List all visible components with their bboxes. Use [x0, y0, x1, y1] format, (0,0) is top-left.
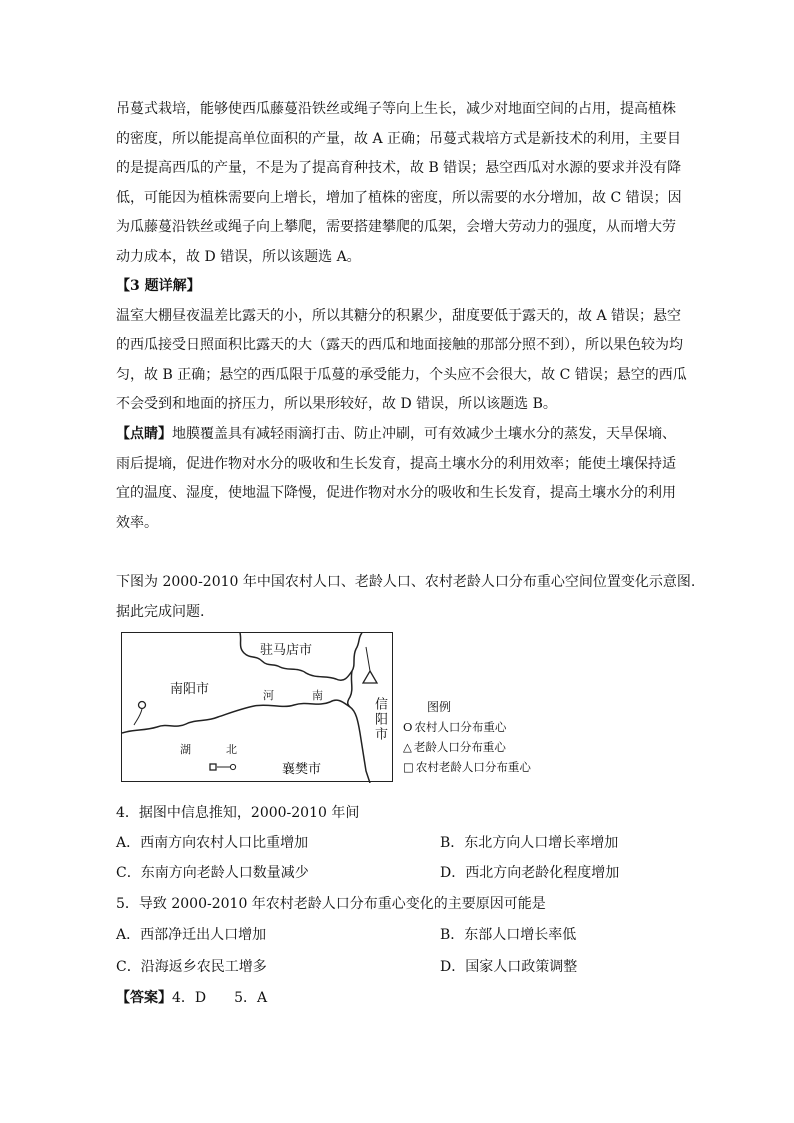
- question-5-stem: 5．导致 2000-2010 年农村老龄人口分布重心变化的主要原因可能是: [116, 896, 546, 912]
- question-5-option-d[interactable]: D．国家人口政策调整: [440, 959, 578, 975]
- elderly-center-marker: [363, 671, 377, 683]
- question-5-option-c[interactable]: C．沿海返乡农民工增多: [116, 959, 267, 975]
- label-bei: 北: [226, 743, 237, 756]
- section-heading: 【3 题详解】: [116, 278, 201, 294]
- text-line: 的密度，所以能提高单位面积的产量，故 A 正确；吊蔓式栽培方式是新技术的利用，主要目: [116, 130, 682, 147]
- answer-text: 4．D 5．A: [172, 990, 268, 1006]
- elderly-center-track: [366, 647, 370, 671]
- text-line: 低，可能因为植株需要向上增长，增加了植株的密度，所以需要的水分增加，故 C 错误；因: [116, 189, 682, 206]
- text-line: 下图为 2000-2010 年中国农村人口、老龄人口、农村老龄人口分布重心空间位置变化示意图.: [116, 574, 696, 590]
- text-line: 的是提高西瓜的产量，不是为了提高育种技术，故 B 错误；悬空西瓜对水源的要求并没有降: [116, 160, 682, 177]
- legend-label: 老龄人口分布重心: [413, 740, 506, 754]
- map-figure: [121, 632, 393, 782]
- legend-title: 图例: [427, 700, 452, 714]
- legend-item-rural: [403, 717, 531, 737]
- text-line: 动力成本，故 D 错误，所以该题选 A。: [116, 248, 361, 265]
- triangle-icon: △: [403, 740, 412, 754]
- label-xinyang: 信阳市: [372, 697, 387, 742]
- tip-text: 地膜覆盖具有减轻雨滴打击、防止冲刷，可有效减少土壤水分的蒸发，天旱保墒、: [172, 426, 676, 442]
- text-line: 为瓜藤蔓沿铁丝或绳子向上攀爬，需要搭建攀爬的瓜架，会增大劳动力的强度，从而增大劳: [116, 219, 676, 236]
- question-4-option-a[interactable]: A．西南方向农村人口比重增加: [116, 835, 309, 851]
- map-legend: [403, 697, 531, 777]
- text-line: [116, 420, 678, 450]
- rural-elderly-origin: [230, 764, 235, 769]
- label-zhumadian: 驻马店市: [260, 643, 313, 658]
- circle-icon: O: [403, 720, 413, 734]
- question-4-option-d[interactable]: D．西北方向老龄化程度增加: [440, 865, 620, 881]
- question-4-option-c[interactable]: C．东南方向老龄人口数量减少: [116, 865, 309, 881]
- question-5-option-b[interactable]: B．东部人口增长率低: [440, 927, 577, 943]
- label-xiangfan: 襄樊市: [282, 762, 322, 777]
- tip-paragraph: [116, 420, 678, 538]
- question-5-option-a[interactable]: A．西部净迁出人口增加: [116, 927, 267, 943]
- explanation-q3: [116, 272, 687, 420]
- text-line: 雨后提墒，促进作物对水分的吸收和生长发育，提高土壤水分的利用效率；能使土壤保持适: [116, 455, 676, 472]
- map-borders: [122, 633, 394, 783]
- legend-label: 农村人口分布重心: [414, 720, 507, 734]
- rural-elderly-center-marker: [210, 764, 216, 770]
- answer-line: [116, 987, 267, 1007]
- text-line: 吊蔓式栽培，能够使西瓜藤蔓沿铁丝或绳子等向上生长，减少对地面空间的占用，提高植株: [116, 101, 676, 117]
- rural-center-track: [134, 709, 142, 725]
- label-he: 河: [263, 689, 274, 702]
- label-nanyang: 南阳市: [170, 682, 210, 697]
- text-line: 宜的温度、湿度，使地温下降慢，促进作物对水分的吸收和生长发育，提高土壤水分的利用: [116, 485, 676, 502]
- question-4-stem: 4．据图中信息推知，2000-2010 年间: [116, 805, 360, 821]
- legend-label: 农村老龄人口分布重心: [415, 760, 531, 774]
- rural-center-marker: [139, 702, 146, 709]
- label-nan: 南: [312, 689, 323, 702]
- legend-item-elderly: [403, 737, 531, 757]
- text-line: 不会受到和地面的挤压力，所以果形较好，故 D 错误，所以该题选 B。: [116, 396, 557, 413]
- text-line: 据此完成问题.: [116, 603, 205, 620]
- text-line: 效率。: [116, 514, 158, 531]
- province-boundary: [122, 700, 370, 783]
- text-line: 的西瓜接受日照面积比露天的大（露天的西瓜和地面接触的那部分照不到），所以果色较为均: [116, 337, 683, 354]
- map-intro: [116, 568, 696, 627]
- answer-label: 【答案】: [116, 990, 172, 1006]
- square-icon: □: [403, 760, 414, 774]
- label-hu: 湖: [180, 743, 191, 756]
- text-line: 匀，故 B 正确；悬空的西瓜限于瓜蔓的承受能力，个头应不会很大，故 C 错误；悬空的西瓜: [116, 366, 687, 383]
- question-4-option-b[interactable]: B．东北方向人口增长率增加: [440, 835, 619, 851]
- tip-label: 【点睛】: [116, 426, 172, 442]
- text-line: 温室大棚昼夜温差比露天的小，所以其糖分的积累少，甜度要低于露天的，故 A 错误；悬空: [116, 307, 682, 324]
- explanation-q2: [116, 95, 682, 273]
- legend-item-rural-elderly: [403, 757, 531, 777]
